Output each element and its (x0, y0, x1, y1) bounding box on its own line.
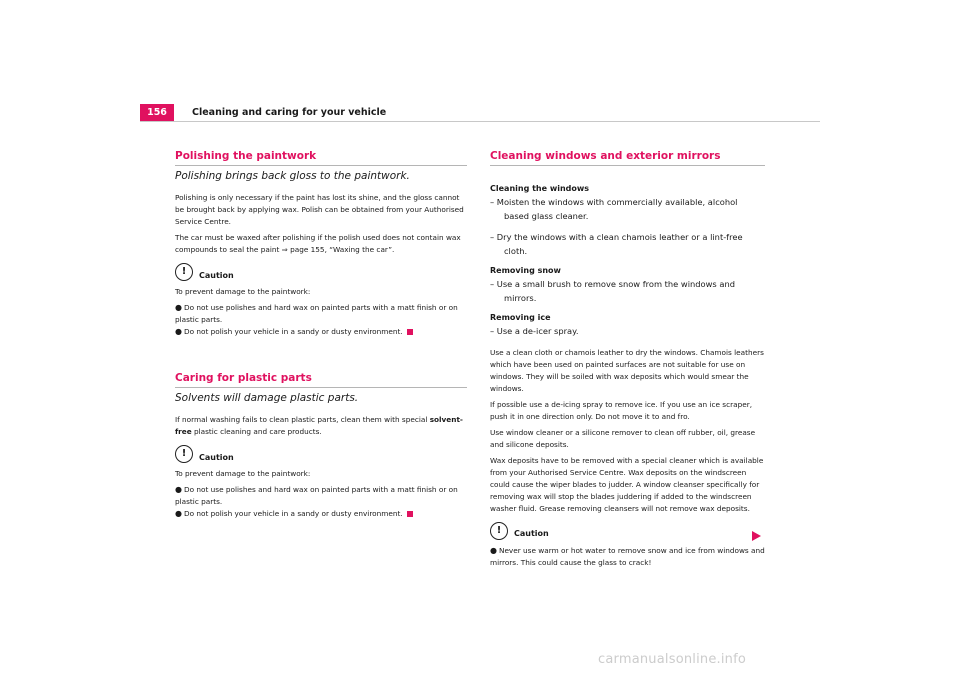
end-of-section-icon (407, 329, 413, 335)
paragraph: The car must be waxed after polishing if the polish used does not contain wax compounds to seal the paint ⇒ page 155, “Waxing the car”. (175, 233, 461, 254)
bullet-icon: ● (175, 303, 182, 312)
caution-label: Caution (514, 529, 549, 538)
subheading-removing-ice: Removing ice (490, 313, 551, 322)
instruction-item: – Use a small brush to remove snow from the windows and mirrors. (490, 279, 735, 303)
caution-intro: To prevent damage to the paintwork: (175, 469, 311, 478)
section-subtitle-plastic: Solvents will damage plastic parts. (175, 392, 359, 404)
page-number-badge: 156 (140, 104, 174, 122)
section-heading-plastic: Caring for plastic parts (175, 372, 467, 388)
caution-header (175, 448, 467, 466)
instruction-item: – Use a de-icer spray. (490, 326, 579, 336)
paragraph: Polishing is only necessary if the paint has lost its shine, and the gloss cannot be brought back by applying wax. Polish can be obtained from your Authorised Service Centre. (175, 193, 464, 226)
next-page-arrow-icon (752, 531, 761, 541)
section-heading-polishing: Polishing the paintwork (175, 150, 467, 166)
paragraph: Use a clean cloth or chamois leather to dry the windows. Chamois leathers which have been used on painted surfaces are not suitable for use on windows. They will be soiled with wax deposits which would smear the windows. (490, 347, 764, 393)
caution-label: Caution (199, 452, 234, 462)
bullet-item: ● Do not use polishes and hard wax on painted parts with a matt finish or on plastic parts. (175, 303, 458, 324)
end-of-section-icon (407, 511, 413, 517)
right-column (490, 150, 765, 569)
caution-icon: ! (175, 445, 193, 463)
paragraph: If normal washing fails to clean plastic parts, clean them with special solvent-free plastic cleaning and care products. (175, 415, 463, 436)
bullet-icon: ● (175, 485, 182, 494)
instruction-item: – Moisten the windows with commercially available, alcohol based glass cleaner. (490, 197, 738, 221)
subheading-cleaning-windows: Cleaning the windows (490, 184, 590, 193)
bullet-icon: ● (490, 545, 497, 555)
subheading-removing-snow: Removing snow (490, 266, 561, 275)
bullet-icon: ● (175, 327, 182, 336)
bullet-item: ● Do not use polishes and hard wax on painted parts with a matt finish or on plastic parts. (175, 485, 458, 506)
caution-label: Caution (199, 270, 234, 280)
instruction-item: – Dry the windows with a clean chamois leather or a lint-free cloth. (490, 232, 743, 256)
bullet-icon: ● (175, 509, 182, 518)
section-subtitle-polishing: Polishing brings back gloss to the paintwork. (175, 170, 410, 182)
bullet-item: ● Do not polish your vehicle in a sandy or dusty environment. (175, 326, 467, 338)
paragraph: If possible use a de-icing spray to remove ice. If you use an ice scraper, push it in one direction only. Do not move it to and fro. (490, 399, 753, 421)
paragraph: Use window cleaner or a silicone remover to clean off rubber, oil, grease and silicone deposits. (490, 427, 756, 449)
bullet-item: ● Never use warm or hot water to remove snow and ice from windows and mirrors. This could cause the glass to crack! (490, 545, 765, 567)
page-header-title: Cleaning and caring for your vehicle (192, 107, 387, 118)
paragraph: Wax deposits have to be removed with a special cleaner which is available from your Authorised Service Centre. Wax deposits on the windscreen could cause the wiper blades to judder. A window cleanser specifically for removing wax will stop the blades juddering if added to the windscreen washer fluid. Grease removing cleansers will not remove wax deposits. (490, 455, 764, 513)
caution-header (490, 525, 765, 543)
section-heading-windows: Cleaning windows and exterior mirrors (490, 150, 765, 166)
watermark: carmanualsonline.info (598, 652, 747, 667)
caution-icon: ! (175, 263, 193, 281)
caution-icon: ! (490, 522, 508, 540)
header-rule (140, 121, 820, 122)
caution-header (175, 266, 467, 284)
bullet-item: ● Do not polish your vehicle in a sandy or dusty environment. (175, 508, 467, 520)
left-column (175, 150, 467, 520)
caution-intro: To prevent damage to the paintwork: (175, 287, 311, 296)
